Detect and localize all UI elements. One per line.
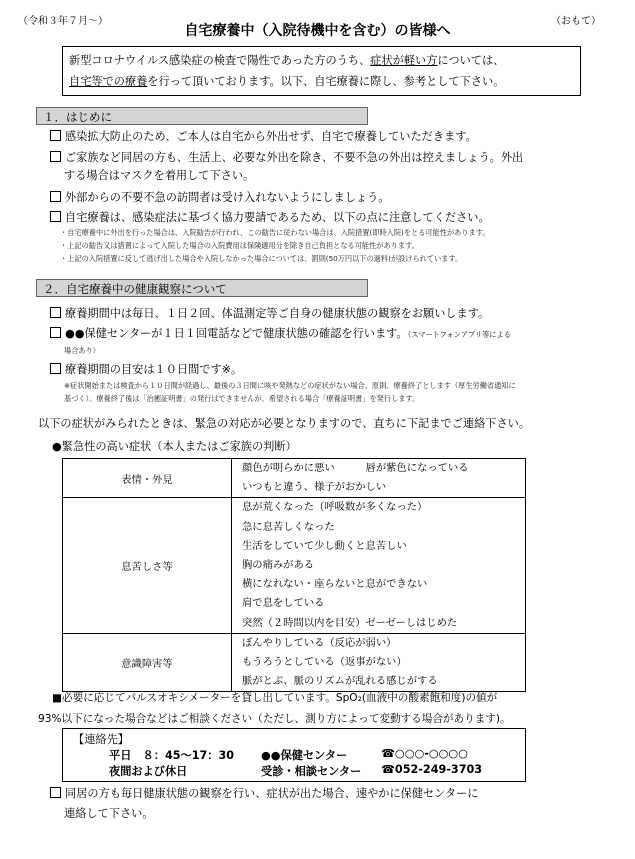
issue-date: （令和３年７月～） bbox=[18, 16, 108, 27]
table-row bbox=[63, 633, 526, 692]
item-text-continued: する場合はマスクを着用して下さい。 bbox=[64, 169, 255, 182]
intro-underline: 自宅等での療養 bbox=[69, 75, 148, 88]
checkbox-icon bbox=[50, 130, 61, 141]
symptom-item: 胸の痛みがある bbox=[242, 558, 315, 571]
item-text: 同居の方も毎日健康状態の観察を行い、症状が出た場合、速やかに保健センターに bbox=[65, 787, 479, 800]
intro-line-1 bbox=[69, 50, 574, 71]
checkbox-icon bbox=[50, 211, 61, 222]
symptom-item: 横になれない・座らないと息ができない bbox=[242, 578, 428, 591]
checkbox-item bbox=[50, 128, 477, 146]
item-text: ご家族など同居の方も、生活上、必要な外出を除き、不要不急の外出は控えましょう。外出 bbox=[65, 151, 524, 164]
contact-label: 【連絡先】 bbox=[73, 733, 129, 746]
item-text-continued: 連絡して下さい。 bbox=[64, 807, 154, 820]
oximeter-line: 93%以下になった場合などはご相談ください（ただし、測り方によって変動する場合があります)。 bbox=[38, 713, 511, 725]
symptom-cell bbox=[232, 498, 526, 633]
intro-line-2 bbox=[69, 71, 574, 92]
checkbox-item bbox=[50, 189, 389, 207]
symptom-item: 顔色が明らかに悪い 唇が紫色になっている bbox=[242, 462, 469, 474]
note-line: 基づく）。療養終了後は「治癒証明書」の発行はできませんが、希望される場合「療養証明書」を発行します。 bbox=[64, 394, 420, 403]
symptom-item: ぼんやりしている（反応が弱い） bbox=[242, 636, 397, 649]
section-heading-intro: １．はじめに bbox=[36, 107, 368, 125]
contact-weekday-tel: ☎○○○-○○○○ bbox=[381, 747, 468, 760]
note-line: ※症状開始または検査から１０日間が経過し、最後の３日間に咳や発熱などの症状がない場合、原則、療養終了とします（厚生労働省通知に bbox=[64, 381, 516, 390]
note-line: ・自宅療養中に外出を行った場合は、入院勧告が行われ、この勧告に従わない場合は、入院措置(即時入院)をとる可能性があります。 bbox=[60, 228, 490, 237]
checkbox-item bbox=[50, 209, 490, 227]
item-text: 療養期間中は毎日、１日２回、体温測定等ご自身の健康状態の観察をお願いします。 bbox=[65, 307, 490, 320]
final-note bbox=[50, 784, 570, 824]
oximeter-notice bbox=[38, 688, 612, 730]
page-title: 自宅療養中（入院待機中を含む）の皆様へ bbox=[184, 23, 451, 39]
section-heading-health: ２．自宅療養中の健康観察について bbox=[36, 279, 368, 297]
checkbox-item bbox=[50, 305, 489, 323]
intro-text: を行って頂いております。以下、自宅療養に際し、参考として下さい。 bbox=[147, 75, 505, 88]
item-text: 外部からの不要不急の訪問者は受け入れないようにしましょう。 bbox=[65, 191, 390, 204]
contact-box bbox=[62, 728, 526, 782]
emergency-lead: 以下の症状がみられたときは、緊急の対応が必要となりますので、直ちに下記までご連絡下さい。 bbox=[38, 417, 531, 430]
oximeter-line: ■必要に応じてパルスオキシメーターを貸し出しています。SpO₂(血液中の酸素飽和度)の値が bbox=[52, 692, 498, 704]
intro-box bbox=[62, 46, 581, 96]
category-cell: 表情・外見 bbox=[63, 459, 232, 498]
checkbox-icon bbox=[50, 787, 61, 798]
symptom-table bbox=[62, 458, 526, 692]
contact-weekday-place: ●●保健センター bbox=[261, 749, 348, 762]
checkbox-icon bbox=[50, 191, 61, 202]
table-row bbox=[63, 459, 526, 498]
contact-night-tel: ☎052-249-3703 bbox=[381, 763, 483, 776]
symptom-item: 突然（２時間以内を目安）ゼーゼーしはじめた bbox=[242, 616, 458, 629]
contact-night-place: 受診・相談センター bbox=[261, 765, 362, 778]
table-row bbox=[63, 498, 526, 633]
checkbox-icon bbox=[50, 363, 61, 374]
symptom-item: 生活をしていて少し動くと息苦しい bbox=[242, 539, 407, 552]
checkbox-item bbox=[50, 325, 511, 344]
note-line: ・上記の勧告又は措置によって入院した場合の入院費用は保険適用分を除き自己負担となる可能性があります。 bbox=[60, 241, 419, 250]
page-side-label: （おもて） bbox=[551, 16, 601, 27]
checkbox-item bbox=[50, 784, 570, 804]
emergency-heading: ●緊急性の高い症状（本人またはご家族の判断） bbox=[52, 440, 297, 453]
item-text: 感染拡大防止のため、ご本人は自宅から外出せず、自宅で療養していただきます。 bbox=[65, 130, 477, 143]
intro-underline: 症状が軽い方 bbox=[370, 54, 438, 67]
symptom-item: 肩で息をしている bbox=[242, 597, 325, 610]
symptom-item: 急に息苦しくなった bbox=[242, 520, 335, 533]
category-cell: 息苦しさ等 bbox=[63, 498, 232, 633]
note-line: ・上記の入院措置に反して逃げ出した場合や入院しなかった場合については、罰則(50万円以下の過料)が設けられています。 bbox=[60, 254, 463, 263]
contact-night-hours: 夜間および休日 bbox=[109, 765, 188, 778]
contact-weekday-hours: 平日 ８：45～17：30 bbox=[109, 749, 235, 762]
symptom-item: 息が荒くなった（呼吸数が多くなった） bbox=[242, 501, 428, 514]
intro-text: については、 bbox=[437, 54, 505, 67]
checkbox-item bbox=[50, 149, 523, 167]
symptom-cell bbox=[232, 633, 526, 692]
intro-text: 新型コロナウイルス感染症の検査で陽性であった方のうち、 bbox=[69, 54, 371, 67]
checkbox-icon bbox=[50, 151, 61, 162]
symptom-item: いつもと違う、様子がおかしい bbox=[242, 481, 387, 494]
symptom-item: もうろうとしている（返事がない） bbox=[242, 655, 407, 668]
checkbox-icon bbox=[50, 327, 61, 338]
symptom-cell bbox=[232, 459, 526, 498]
item-text: 自宅療養は、感染症法に基づく協力要請であるため、以下の点に注意してください。 bbox=[65, 211, 490, 224]
checkbox-icon bbox=[50, 307, 61, 318]
note-line: 場合あり） bbox=[64, 346, 100, 355]
checkbox-item bbox=[50, 361, 242, 379]
item-note: （スマートフォンアプリ等による bbox=[407, 330, 511, 339]
symptom-item: 脈がとぶ、脈のリズムが乱れる感じがする bbox=[242, 675, 438, 688]
item-text: 療養期間の目安は１０日間です※。 bbox=[65, 363, 243, 376]
category-cell: 意識障害等 bbox=[63, 633, 232, 692]
item-text: ●●保健センターが１日１回電話などで健康状態の確認を行います。 bbox=[65, 327, 408, 340]
